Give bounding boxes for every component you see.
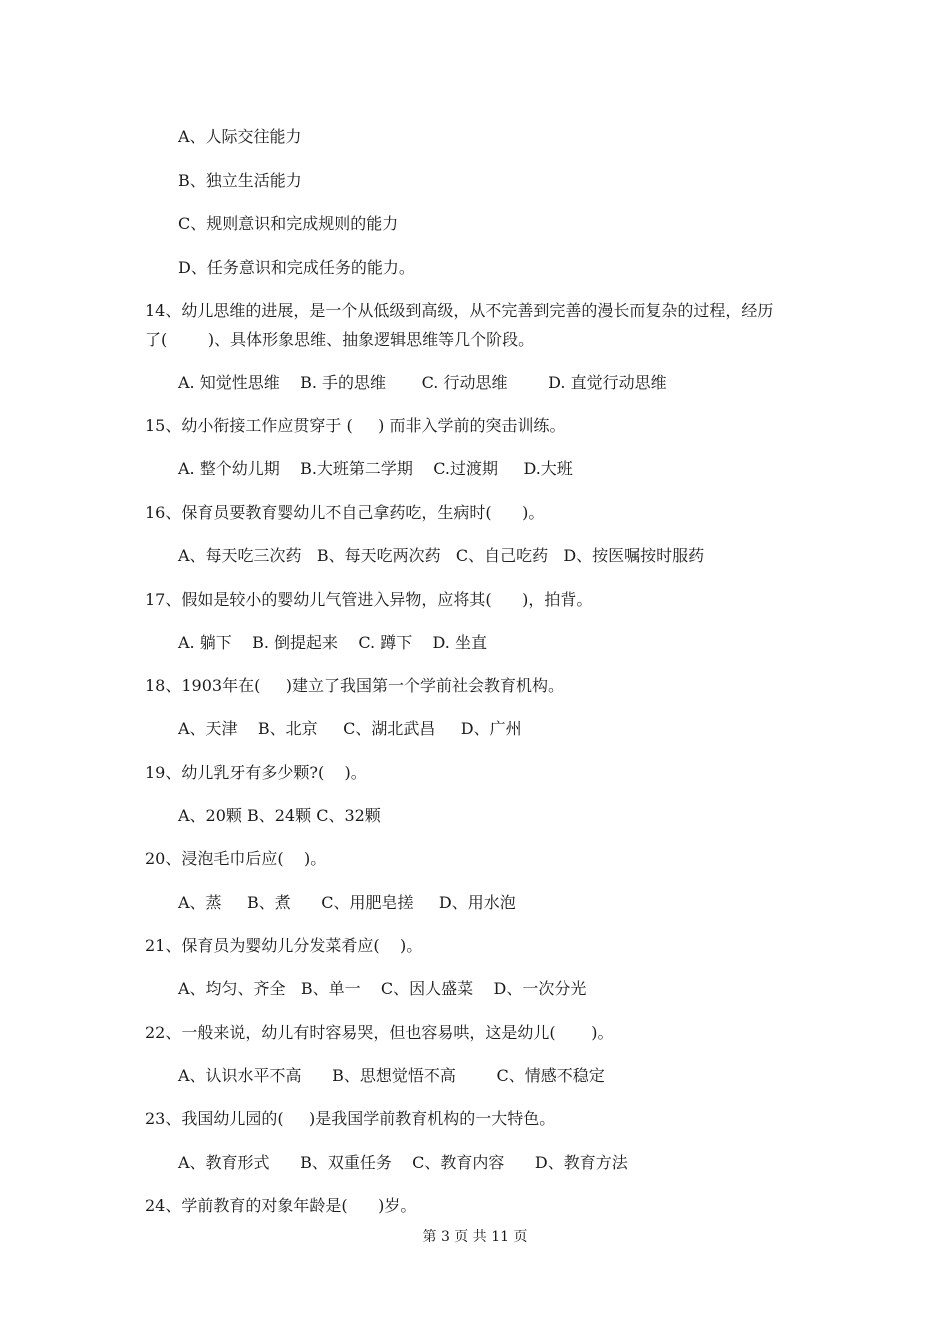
question-15: 15、幼小衔接工作应贯穿于 ( ) 而非入学前的突击训练。 [145, 416, 566, 435]
question-18: 18、1903年在( )建立了我国第一个学前社会教育机构。 [145, 676, 564, 695]
page-number-footer: 第 3 页 共 11 页 [422, 1229, 528, 1245]
option-13-b: B、独立生活能力 [178, 171, 302, 190]
question-16: 16、保育员要教育婴幼儿不自己拿药吃，生病时( )。 [145, 503, 545, 522]
question-19-options: A、20颗 B、24颗 C、32颗 [178, 806, 381, 825]
question-24: 24、学前教育的对象年龄是( )岁。 [145, 1196, 417, 1215]
question-17-options: A. 躺下 B. 倒提起来 C. 蹲下 D. 坐直 [178, 633, 487, 652]
option-13-a: A、人际交往能力 [178, 127, 302, 146]
question-22: 22、一般来说，幼儿有时容易哭，但也容易哄，这是幼儿( )。 [145, 1023, 614, 1042]
question-17: 17、假如是较小的婴幼儿气管进入异物，应将其( )，拍背。 [145, 590, 593, 609]
question-23: 23、我国幼儿园的( )是我国学前教育机构的一大特色。 [145, 1109, 556, 1128]
question-21-options: A、均匀、齐全 B、单一 C、因人盛菜 D、一次分光 [178, 979, 587, 998]
question-16-options: A、每天吃三次药 B、每天吃两次药 C、自己吃药 D、按医嘱按时服药 [178, 546, 705, 565]
question-18-options: A、天津 B、北京 C、湖北武昌 D、广州 [178, 719, 522, 738]
question-15-options: A. 整个幼儿期 B.大班第二学期 C.过渡期 D.大班 [178, 459, 573, 478]
option-13-d: D、任务意识和完成任务的能力。 [178, 258, 415, 277]
option-13-c: C、规则意识和完成规则的能力 [178, 214, 399, 233]
question-22-options: A、认识水平不高 B、思想觉悟不高 C、情感不稳定 [178, 1066, 605, 1085]
question-14-options: A. 知觉性思维 B. 手的思维 C. 行动思维 D. 直觉行动思维 [178, 373, 667, 392]
question-19: 19、幼儿乳牙有多少颗?( )。 [145, 763, 367, 782]
question-21: 21、保育员为婴幼儿分发菜肴应( )。 [145, 936, 423, 955]
question-23-options: A、教育形式 B、双重任务 C、教育内容 D、教育方法 [178, 1153, 628, 1172]
question-14-line1: 14、幼儿思维的进展，是一个从低级到高级，从不完善到完善的漫长而复杂的过程，经历 [145, 301, 774, 320]
question-20: 20、浸泡毛巾后应( )。 [145, 849, 327, 868]
question-14-line2: 了( )、具体形象思维、抽象逻辑思维等几个阶段。 [145, 330, 535, 349]
question-20-options: A、蒸 B、煮 C、用肥皂搓 D、用水泡 [178, 893, 516, 912]
